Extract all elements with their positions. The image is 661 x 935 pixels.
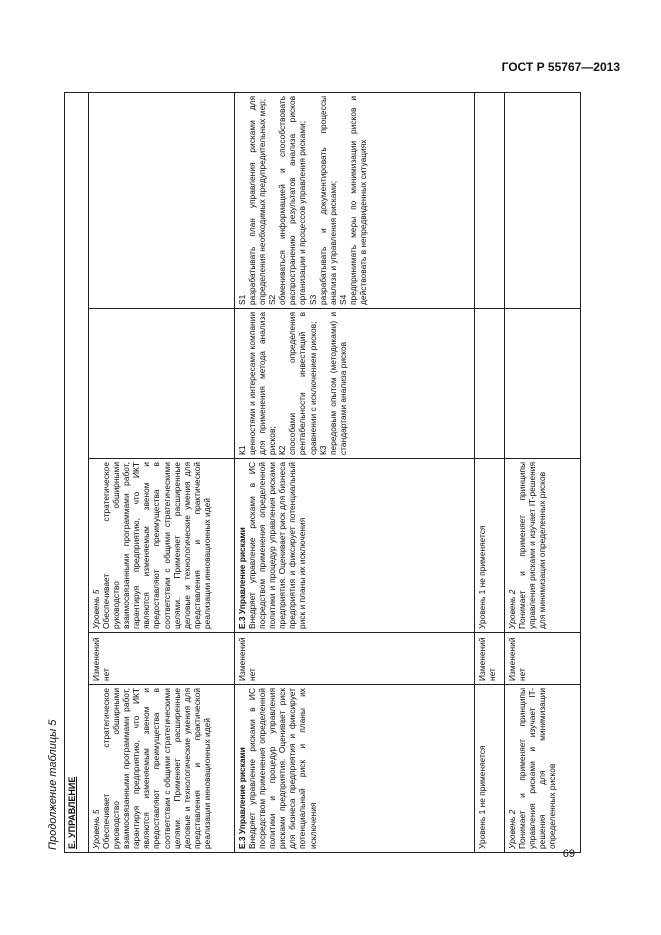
section-heading: Е. УПРАВЛЕНИЕ bbox=[67, 776, 77, 849]
skill-code: S4 bbox=[337, 294, 348, 305]
change-note: Изменений нет bbox=[237, 637, 258, 681]
skill-text: обмениваться информацией и способствовать распространению результатов анализа рисков организации и процессов управления рисками; bbox=[277, 95, 308, 305]
level-label: Уровень 2 bbox=[507, 589, 517, 629]
knowledge-text: передовым опытом (методиками) и стандартами анализа рисков bbox=[327, 312, 348, 455]
knowledge-text: способами определения рентабельности инвестиций в сравнении с исключением рисков; bbox=[287, 312, 318, 455]
table-row bbox=[65, 92, 89, 852]
document-code: ГОСТ Р 55767—2013 bbox=[501, 60, 620, 74]
cell-text: Внедряет управление рисками в ИС посредством применения определенной политики и процедур управления рисками предприятия. Оценивает риск для бизнеса предприятия и фиксирует потенциальный риск и планы их исключения bbox=[247, 462, 308, 629]
skill-text: разрабатывать план управления рисками для определения необходимых предупредительных мер; bbox=[247, 95, 268, 305]
skill-code: S2 bbox=[267, 294, 278, 305]
cell-text: Обеспечивает стратегическое руководство обширными взаимосвязанными программами работ, гарантируя предприятию, что ИКТ являются изменяемым звеном и предоставляют преимущества в соответствии с общими стратегическими целями. Применяет расширенные деловые и технологические умения для представления и практической реализации инновационных идей bbox=[101, 462, 212, 629]
knowledge-code: К2 bbox=[277, 445, 288, 455]
rotated-table-wrapper bbox=[64, 93, 580, 853]
skill-code: S3 bbox=[307, 294, 318, 305]
level-label: Уровень 5 bbox=[91, 589, 101, 629]
change-note: Изменений нет bbox=[477, 637, 498, 681]
table-row bbox=[89, 92, 235, 852]
cell-text: Понимает и применяет принципы управления рисками и изучает IT-решения для минимизации определенных рисков bbox=[517, 462, 548, 629]
table-row bbox=[235, 92, 475, 852]
change-note: Изменений нет bbox=[507, 637, 528, 681]
cell-text: Понимает и применяет принципы управления рисками и изучает IT-решения для минимизации определенных рисков bbox=[517, 688, 558, 849]
cell-text: Уровень 1 не применяется bbox=[477, 525, 487, 629]
skill-code: S1 bbox=[237, 294, 247, 305]
knowledge-code: К3 bbox=[317, 445, 328, 455]
page-number: 69 bbox=[562, 848, 575, 860]
competence-table bbox=[64, 92, 581, 853]
table-caption: Продолжение таблицы 5 bbox=[47, 719, 59, 850]
risk-title: Е.3 Управление рисками bbox=[237, 747, 247, 849]
table-row bbox=[505, 92, 581, 852]
level-label: Уровень 2 bbox=[507, 809, 517, 849]
skill-text: разрабатывать и документировать процессы анализа и управления рисками; bbox=[317, 95, 338, 305]
skill-text: предпринимать меры по минимизации рисков и действовать в непредвиденных ситуациях bbox=[347, 95, 368, 305]
change-note: Изменений нет bbox=[91, 637, 112, 681]
knowledge-text: ценностями и интересами компании для применения метода анализа рисков; bbox=[247, 312, 278, 455]
cell-text: Внедряет управление рисками в ИС посредством применения определенной политики и процедур управления рисками предприятия. Оценивает риск для бизнеса предприятия и фиксирует потенциальный риск и планы их исключения bbox=[247, 688, 318, 849]
level-label: Уровень 5 bbox=[91, 809, 101, 849]
knowledge-code: К1 bbox=[237, 445, 247, 455]
cell-text: Уровень 1 не применяется bbox=[477, 745, 487, 849]
risk-title: Е.3 Управление рисками bbox=[237, 527, 247, 629]
cell-text: Обеспечивает стратегическое руководство обширными взаимосвязанными программами работ, гарантируя предприятию, что ИКТ являются изменяемым звеном и предоставляют преимущества в соответствии с общими стратегическими целями. Применяет расширенные деловые и технологические умения для представления и практической реализации инновационных идей bbox=[101, 688, 212, 849]
table-row bbox=[475, 92, 505, 852]
